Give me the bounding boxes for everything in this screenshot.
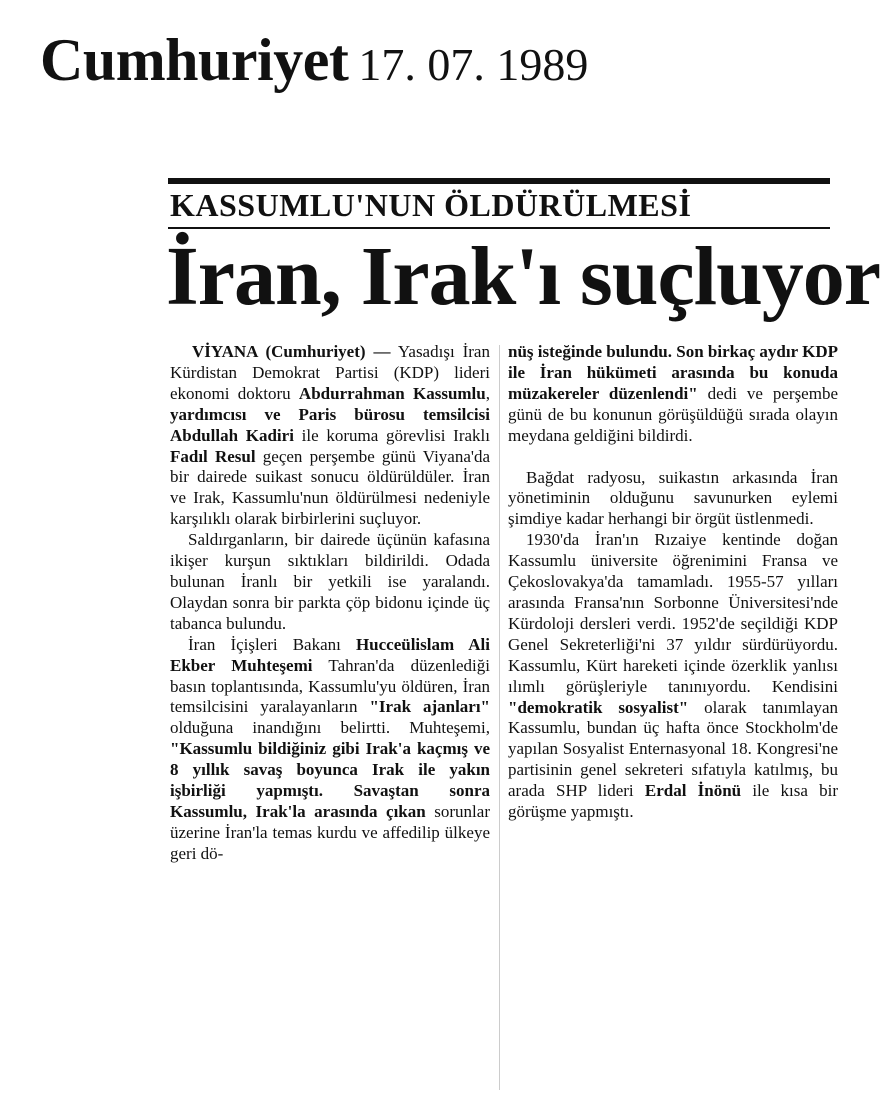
newspaper-name: Cumhuriyet: [40, 27, 349, 93]
quote-irak-ajanlari: "Irak ajanları": [369, 697, 490, 717]
person-kadiri: yardımcısı ve Paris bürosu temsilcisi Abdullah Kadiri: [170, 404, 490, 445]
person-inonu: Erdal İnönü: [644, 781, 742, 801]
quote-continued: nüş isteğinde bulundu. Son birkaç aydır KDP ile İran hükümeti arasında bu konuda müzakereler düzenlendi": [508, 342, 838, 403]
paragraph-6: 1930'da İran'ın Rızaiye kentinde doğan Kassumlu üniversite öğrenimini Fransa ve Çekoslovakya'da tamamladı. 1955-57 yılları arasında Fransa'nın Sorbonne Üniversitesi'nde Kürdoloji dersleri verdi. 1952'de seçildiği KDP Genel Sekreterliği'ni 37 yıldır sürdürüyordu. Kassumlu, Kürt hareketi içinde özerklik yanlısı ılımlı görüşleriyle tanınıyordu. Kendisini "demokratik sosyalist" olarak tanımlayan Kassumlu, bundan üç hafta önce Stockholm'de yapılan Sosyalist Enternasyonal 18. Kongresi'ne partisinin genel sekreteri sıfatıyla katılmış, bu arada SHP lideri Erdal İnönü ile kısa bir görüşme yapmıştı.: [508, 530, 838, 822]
article-headline: İran, Irak'ı suçluyor: [166, 230, 881, 323]
article-kicker: KASSUMLU'NUN ÖLDÜRÜLMESİ: [170, 187, 692, 223]
article-column-right: [508, 342, 838, 1102]
paragraph-4: nüş isteğinde bulundu. Son birkaç aydır KDP ile İran hükümeti arasında bu konuda müzakereler düzenlendi" dedi ve perşembe günü de bu konunun görüşüldüğü sırada olayın meydana geldiğini bildirdi.: [508, 342, 838, 445]
person-muhtesemi: Hucceülislam Ali Ekber Muhteşemi: [170, 634, 490, 675]
paragraph-2: Saldırganların, bir dairede üçünün kafasına ikişer kurşun sıktıkları bildirildi. Odada bulunan İranlı bir yetkili ise yaralandı. Olaydan sonra bir parkta çöp bidonu içinde üç tabanca bulundu.: [170, 530, 490, 633]
quote-demokratik-sosyalist: "demokratik sosyalist": [508, 697, 689, 717]
paragraph-1: VİYANA (Cumhuriyet) — Yasadışı İran Kürdistan Demokrat Partisi (KDP) lideri ekonomi doktoru Abdurrahman Kassumlu, yardımcısı ve Paris bürosu temsilcisi Abdullah Kadiri ile koruma görevlisi Iraklı Fadıl Resul geçen perşembe günü Viyana'da bir dairede suikast sonucu öldürüldüler. İran ve Irak, Kassumlu'nun öldürülmesi nedeniyle karşılıklı olarak birbirlerini suçluyor.: [170, 342, 490, 529]
paragraph-5: Bağdat radyosu, suikastın arkasında İran yönetiminin olduğunu savunurken eylemi şimdiye kadar herhangi bir örgüt üstlenmedi.: [508, 467, 838, 529]
column-divider: [499, 345, 500, 1090]
dateline: VİYANA (Cumhuriyet) —: [192, 342, 391, 361]
newspaper-masthead: [40, 26, 588, 95]
person-resul: Fadıl Resul: [170, 446, 256, 466]
article-column-left: [170, 342, 490, 1102]
publication-date: 17. 07. 1989: [358, 39, 589, 90]
quote-muhtesemi: "Kassumlu bildiğiniz gibi Irak'a kaçmış ve 8 yıllık savaş boyunca Irak ile yakın işbirliği yapmıştı. Savaştan sonra Kassumlu, Irak'la arasında çıkan: [170, 739, 490, 821]
top-rule: [168, 178, 830, 184]
paragraph-3: İran İçişleri Bakanı Hucceülislam Ali Ekber Muhteşemi Tahran'da düzenlediği basın toplantısında, Kassumlu'yu öldüren, İran temsilcisini yaralayanların "Irak ajanları" olduğuna inandığını belirtti. Muhteşemi, "Kassumlu bildiğiniz gibi Irak'a kaçmış ve 8 yıllık savaş boyunca Irak ile yakın işbirliği yapmıştı. Savaştan sonra Kassumlu, Irak'la arasında çıkan sorunlar üzerine İran'la temas kurdu ve affedilip ülkeye geri dö-: [170, 634, 490, 863]
person-kassumlu: Abdurrahman Kassumlu: [298, 383, 486, 403]
